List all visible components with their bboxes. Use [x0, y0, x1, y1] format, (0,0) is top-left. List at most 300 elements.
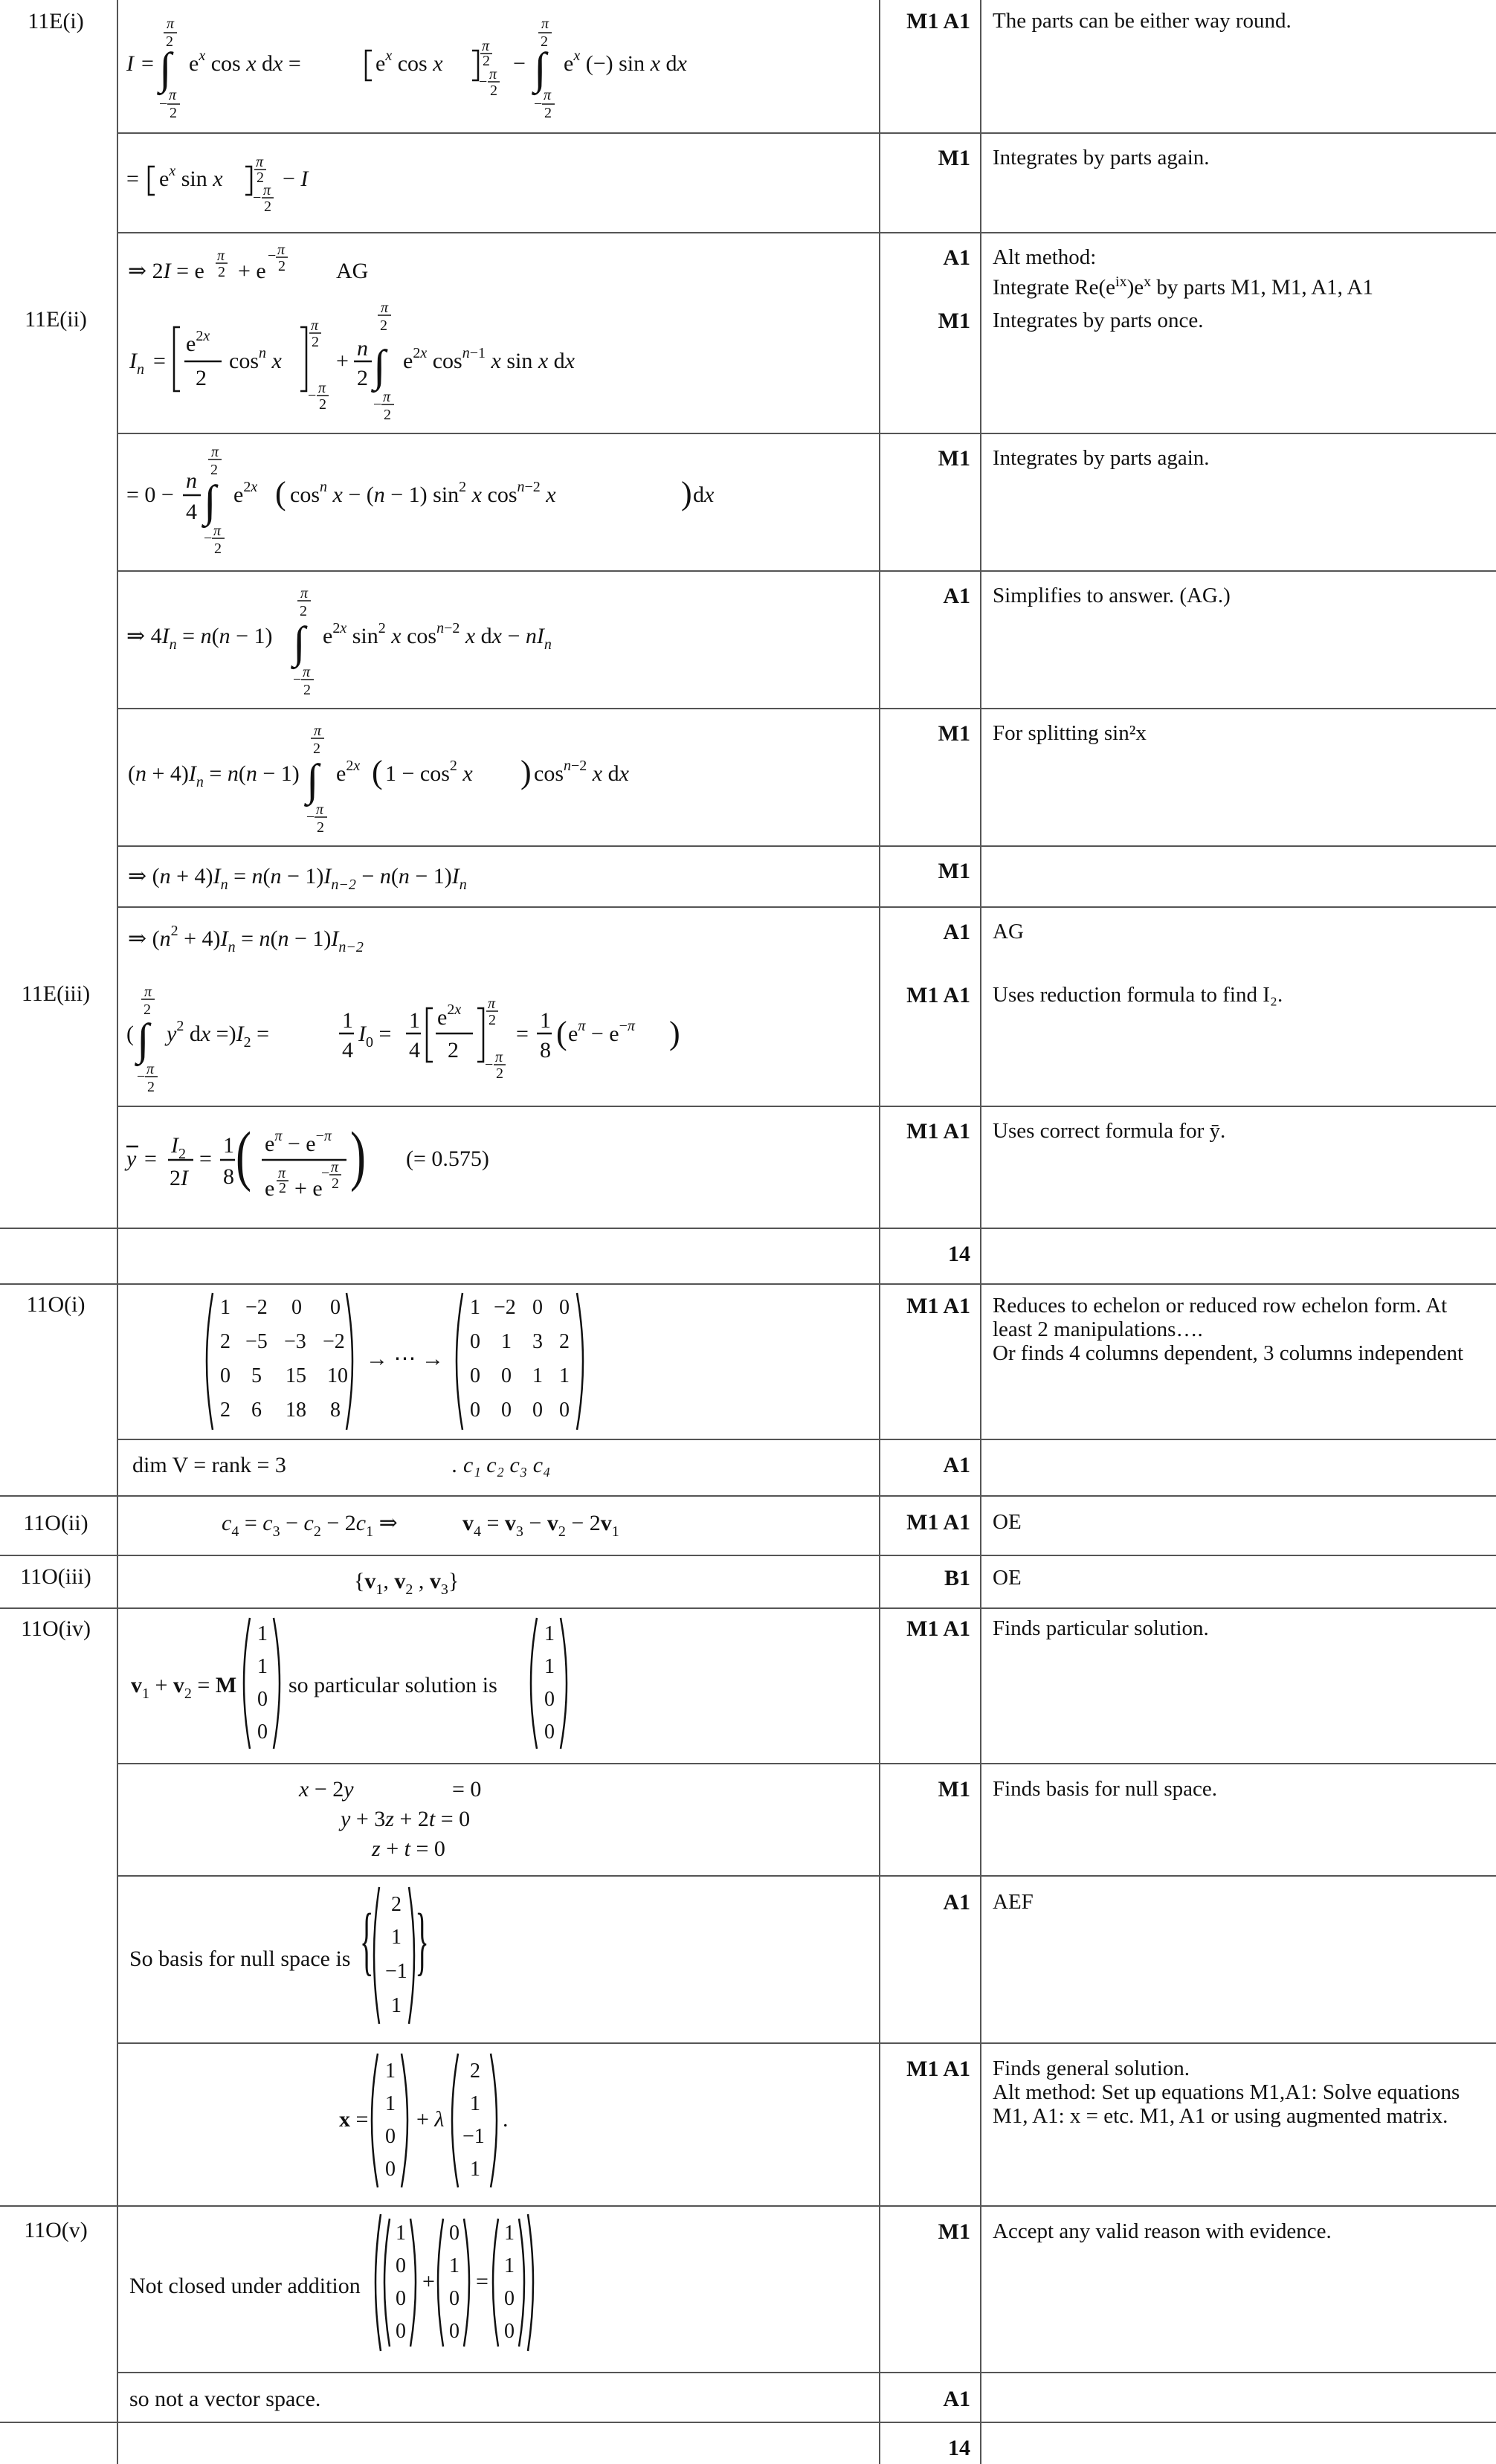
- svg-text:1: 1: [385, 2060, 396, 2083]
- svg-text:−3: −3: [284, 1330, 306, 1353]
- svg-text:1: 1: [544, 1655, 555, 1678]
- svg-text:−2: −2: [323, 1330, 345, 1353]
- svg-text:π: π: [211, 444, 219, 460]
- svg-text:(: (: [556, 1015, 567, 1051]
- svg-text:−: −: [306, 809, 315, 825]
- svg-text:so particular solution is: so particular solution is: [288, 1673, 497, 1697]
- svg-text:⇒ (n + 4)In = n(n − 1)In−2 − n: ⇒ $(n + 4)I_n = n(n - 1)I_{n-2} - n(n - 1)I_n$: [128, 864, 467, 893]
- column-divider-2: [879, 0, 880, 2464]
- svg-text:2: 2: [214, 541, 222, 557]
- svg-text:y: y: [126, 1146, 137, 1171]
- svg-text:=: =: [141, 51, 154, 76]
- row-divider: [117, 232, 1496, 233]
- svg-text:2: 2: [483, 53, 490, 69]
- svg-text:∫: ∫: [204, 477, 216, 526]
- row-divider: [0, 2422, 1496, 2423]
- svg-text:}: }: [415, 1897, 429, 1983]
- svg-text:0: 0: [257, 1720, 268, 1744]
- row-divider: [117, 570, 1496, 572]
- svg-text:2: 2: [166, 33, 173, 50]
- svg-text:π: π: [213, 523, 222, 539]
- comment: Finds particular solution.: [993, 1616, 1209, 1640]
- marks: A1: [943, 1890, 970, 1915]
- svg-text:−: −: [479, 74, 488, 90]
- null-space-label: So basis for null space is: [129, 1947, 351, 1971]
- svg-text:ex sin x: $e^x$ sin x: [159, 163, 223, 191]
- svg-text:c4 = c3 − c2 − 2c1 ⇒: $c_4 = c_3 - c_2 - 2c_1$ ⇒: [222, 1511, 398, 1540]
- svg-text:1: 1: [409, 1008, 420, 1033]
- marks: M1 A1: [906, 2057, 970, 2081]
- svg-text:2: 2: [279, 1180, 286, 1196]
- svg-text:ex cos x dx =: $e^x$ cos x dx =: [189, 48, 301, 76]
- svg-text:e2x: $e^{2x}$: [186, 328, 210, 356]
- basis-set: [354, 1557, 577, 1602]
- svg-text:0: 0: [544, 1688, 555, 1711]
- svg-text:π: π: [303, 664, 311, 680]
- svg-text:π: π: [217, 248, 225, 264]
- svg-text:π: π: [495, 1049, 503, 1065]
- svg-text:2: 2: [303, 682, 311, 698]
- equation-In-parts-twice: [126, 439, 870, 565]
- svg-text:2: 2: [332, 1175, 339, 1192]
- equation-integral-by-parts: [126, 7, 870, 126]
- svg-text:=: =: [126, 167, 139, 191]
- svg-text:π: π: [381, 300, 389, 316]
- comment: Finds general solution.: [993, 2057, 1190, 2080]
- equation-n-plus-4-In: [126, 717, 870, 844]
- svg-text:8: 8: [223, 1164, 234, 1189]
- svg-text:18: 18: [286, 1399, 306, 1422]
- svg-text:1: 1: [385, 2092, 396, 2115]
- svg-text:1: 1: [559, 1364, 570, 1387]
- comment: Uses reduction formula to find I₂.: [993, 983, 1283, 1007]
- svg-text:π: π: [300, 585, 309, 602]
- svg-text:1: 1: [532, 1364, 543, 1387]
- svg-text:8: 8: [330, 1399, 341, 1422]
- equation-2I-result: [126, 239, 647, 284]
- svg-text:−1: −1: [462, 2125, 485, 2148]
- svg-text:2: 2: [544, 105, 552, 121]
- question-label: 11O(iii): [20, 1564, 91, 1589]
- svg-text:2: 2: [210, 462, 218, 478]
- svg-text:−: −: [204, 530, 213, 546]
- svg-text:−: −: [321, 1165, 330, 1181]
- svg-text:∫: ∫: [534, 44, 547, 93]
- svg-text:0: 0: [532, 1296, 543, 1319]
- svg-text:0: 0: [470, 1330, 480, 1353]
- svg-text:2: 2: [448, 1038, 459, 1062]
- total-marks: 14: [948, 2436, 970, 2460]
- svg-text:8: 8: [540, 1038, 551, 1062]
- svg-text:In: $I_n$: [129, 349, 144, 378]
- svg-text:+ λ: + λ: [416, 2107, 445, 2132]
- svg-text:2: 2: [313, 741, 320, 757]
- svg-text:→ ⋯ →: → ⋯ →: [366, 1347, 444, 1371]
- comment: Finds basis for null space.: [993, 1777, 1218, 1801]
- comment: Integrates by parts once.: [993, 309, 1204, 332]
- svg-text:=: =: [199, 1146, 212, 1171]
- svg-text:cosn x − (n − 1) sin2 x cosn−2: $\cos^n x - (n - 1)$ $\sin^2 x$ $\cos^{n-2} x$: [290, 479, 556, 507]
- svg-text:e2x sin2 x cosn−2 x dx − nIn: $e^{2x}$ $\sin^2 x$ $\cos^{n-2} x$ dx − $nI_n$: [323, 620, 552, 653]
- marks: M1: [938, 2219, 970, 2244]
- svg-text:2: 2: [312, 334, 319, 350]
- row-reduction-matrices: [201, 1290, 647, 1433]
- svg-text:∫: ∫: [293, 618, 306, 667]
- closure-statement: Not closed under addition: [129, 2274, 361, 2298]
- svg-text:e2x: $e^{2x}$: [437, 1002, 462, 1030]
- svg-text:I: I: [126, 51, 134, 76]
- comment: OE: [993, 1510, 1022, 1534]
- svg-text:1: 1: [470, 1296, 480, 1319]
- equation-reduction-formula: [126, 916, 870, 961]
- svg-text:0: 0: [504, 2287, 515, 2310]
- question-label: 11E(i): [28, 9, 84, 33]
- svg-text:⇒ 2I = e: ⇒ 2I = e: [128, 259, 204, 283]
- row-divider: [117, 1439, 1496, 1440]
- svg-text:2: 2: [264, 199, 271, 215]
- equation-c4-dependency: [222, 1499, 742, 1544]
- svg-text:n: n: [357, 336, 368, 361]
- svg-text:1: 1: [257, 1622, 268, 1645]
- marks: A1: [943, 245, 970, 270]
- svg-text:−: −: [308, 387, 317, 404]
- question-label: 11O(i): [26, 1292, 86, 1317]
- svg-text:= 0 −: = 0 −: [126, 483, 174, 507]
- svg-text:−: −: [137, 1068, 146, 1085]
- svg-text:0: 0: [532, 1399, 543, 1422]
- row-divider: [117, 1763, 1496, 1764]
- marks: M1 A1: [906, 1510, 970, 1535]
- comment: Reduces to echelon or reduced row echelon form. At least 2 manipulations….: [993, 1294, 1448, 1341]
- equation-y-bar: [126, 1112, 870, 1224]
- general-solution: [339, 2049, 562, 2198]
- svg-text:π: π: [489, 66, 497, 83]
- svg-text:π: π: [541, 16, 549, 32]
- row-divider: [117, 1875, 1496, 1877]
- marks: M1: [938, 721, 970, 746]
- row-divider: [117, 1106, 1496, 1107]
- marks: A1: [943, 2387, 970, 2411]
- comment: AG: [993, 920, 1024, 944]
- svg-text:π: π: [314, 723, 322, 739]
- svg-text:∫: ∫: [137, 1015, 149, 1064]
- row-divider: [117, 2372, 1496, 2373]
- svg-text:0: 0: [396, 2320, 406, 2343]
- comment: Alt method:: [993, 245, 1097, 269]
- svg-text:): ): [681, 475, 692, 512]
- svg-text:−: −: [534, 96, 543, 112]
- svg-text:1: 1: [470, 2092, 480, 2115]
- svg-text:dx: dx: [693, 483, 715, 507]
- row-divider: [117, 132, 1496, 134]
- svg-text:1: 1: [391, 1926, 402, 1949]
- svg-text:π: π: [263, 182, 271, 199]
- svg-text:π: π: [277, 242, 286, 258]
- svg-text:e2x: $e^{2x}$: [336, 758, 361, 786]
- svg-text:0: 0: [396, 2254, 406, 2277]
- marks: M1 A1: [906, 983, 970, 1007]
- comment: The parts can be either way round.: [993, 9, 1292, 33]
- svg-text:−1: −1: [385, 1960, 407, 1983]
- svg-text:(: (: [126, 1022, 134, 1046]
- svg-text:I2: $I_2$: [171, 1133, 186, 1162]
- equation-4In: [126, 580, 870, 706]
- column-divider-3: [980, 0, 981, 2464]
- svg-text:+ e: + e: [294, 1176, 323, 1201]
- svg-text:(: (: [275, 475, 286, 512]
- equation-I2: [126, 981, 870, 1100]
- svg-text:2: 2: [559, 1330, 570, 1353]
- svg-text:1: 1: [504, 2222, 515, 2245]
- svg-text:1: 1: [223, 1133, 234, 1158]
- svg-text:n: n: [186, 468, 197, 493]
- row-divider: [0, 1555, 1496, 1556]
- svg-text:0: 0: [396, 2287, 406, 2310]
- marks: A1: [943, 920, 970, 944]
- svg-text:): ): [350, 1118, 366, 1193]
- svg-text:2: 2: [541, 33, 548, 50]
- marks: M1 A1: [906, 1616, 970, 1641]
- svg-text:π: π: [278, 1165, 286, 1181]
- svg-text:y + 3z + 2t = 0: y + 3z + 2t = 0: [341, 1807, 471, 1831]
- svg-text:1: 1: [501, 1330, 512, 1353]
- svg-text:(n + 4)In = n(n − 1): $(n + 4)I_n = n(n - 1)$: [128, 761, 300, 790]
- equation-In-parts-once: [126, 297, 870, 428]
- svg-text:(: (: [372, 754, 383, 790]
- svg-text:6: 6: [251, 1399, 262, 1422]
- marks: M1: [938, 309, 970, 333]
- not-vector-space-statement: so not a vector space.: [129, 2387, 321, 2411]
- svg-text:cosn−2 x dx: $\cos^{n-2} x$ dx: [534, 758, 629, 786]
- comment: Or finds 4 columns dependent, 3 columns independent: [993, 1341, 1464, 1365]
- marks: M1: [938, 859, 970, 883]
- svg-text:2: 2: [391, 1893, 402, 1916]
- comment: Uses correct formula for ȳ.: [993, 1119, 1226, 1143]
- svg-text:2: 2: [257, 170, 264, 186]
- svg-text:π: π: [544, 87, 552, 103]
- svg-text:e2x cosn−1 x sin x dx: $e^{2x}$ $\cos^{n-1} x$ sin x dx: [403, 345, 575, 373]
- svg-text:1: 1: [220, 1296, 230, 1319]
- svg-text:∫: ∫: [159, 44, 172, 93]
- null-space-equations: [297, 1771, 595, 1868]
- svg-text:−: −: [253, 190, 262, 206]
- svg-text:1: 1: [396, 2222, 406, 2245]
- svg-text:4: 4: [186, 500, 197, 524]
- svg-text:0: 0: [470, 1399, 480, 1422]
- svg-text:0: 0: [559, 1399, 570, 1422]
- svg-text:ex (−) sin x dx: $e^x$ (−) sin x dx: [564, 48, 687, 76]
- question-label: 11E(ii): [25, 307, 87, 332]
- svg-text:2: 2: [380, 317, 387, 334]
- comment: Accept any valid reason with evidence.: [993, 2219, 1332, 2243]
- svg-text:4: 4: [409, 1038, 420, 1062]
- row-divider: [0, 1228, 1496, 1229]
- svg-text:2: 2: [220, 1330, 230, 1353]
- svg-text:1: 1: [342, 1008, 353, 1033]
- marks: M1: [938, 146, 970, 170]
- svg-text:−5: −5: [245, 1330, 268, 1353]
- question-label: 11O(iv): [21, 1616, 91, 1641]
- svg-text:2: 2: [489, 1012, 496, 1028]
- marks: B1: [944, 1566, 970, 1590]
- svg-text:=: =: [144, 1146, 157, 1171]
- svg-text:−: −: [373, 396, 382, 413]
- svg-text:=: =: [476, 2269, 489, 2294]
- row-divider: [0, 1607, 1496, 1609]
- svg-text:{: {: [360, 1897, 374, 1983]
- svg-text:e: e: [265, 1176, 275, 1201]
- svg-text:+: +: [422, 2269, 435, 2294]
- svg-text:+ e: + e: [238, 259, 266, 283]
- svg-text:−: −: [293, 671, 302, 688]
- svg-text:π: π: [144, 984, 152, 1000]
- svg-text:π: π: [316, 802, 324, 818]
- marks: M1: [938, 446, 970, 471]
- svg-text:AG: AG: [336, 259, 369, 283]
- svg-text:1: 1: [540, 1008, 551, 1033]
- svg-text:v4 = v3 − v2 − 2v1: $v_4 = v_3 - v_2 - 2v_1$: [462, 1511, 619, 1540]
- marks: M1: [938, 1777, 970, 1802]
- svg-text:0: 0: [330, 1296, 341, 1319]
- particular-solution: [128, 1615, 574, 1756]
- equation-In-minus-2: [126, 854, 870, 898]
- svg-text:0: 0: [501, 1399, 512, 1422]
- svg-text:15: 15: [286, 1364, 306, 1387]
- svg-text:v1 + v2 = M: $v_1 + v_2 = M$: [131, 1673, 237, 1702]
- svg-text:π: π: [482, 38, 490, 54]
- row-divider: [0, 1283, 1496, 1285]
- svg-text:−: −: [268, 248, 277, 264]
- svg-text:2: 2: [496, 1065, 503, 1082]
- svg-text:2: 2: [278, 258, 286, 274]
- svg-text:): ): [669, 1015, 680, 1051]
- comment: Simplifies to answer. (AG.): [993, 584, 1231, 607]
- row-divider: [117, 845, 1496, 847]
- closure-counterexample: [370, 2211, 549, 2360]
- svg-text:π: π: [318, 380, 326, 396]
- svg-text:y2 dx =)I2 =: $y^2$ dx $=)I_2$ =: [167, 1018, 269, 1051]
- svg-text:=: =: [153, 349, 166, 373]
- comment: Integrate $Re(e^{ix})e^x$ by parts M1, M1, A1, A1: [993, 274, 1374, 300]
- svg-text:2: 2: [220, 1399, 230, 1422]
- svg-text:2: 2: [170, 105, 177, 121]
- svg-text:2: 2: [300, 603, 307, 619]
- svg-text:0: 0: [501, 1364, 512, 1387]
- svg-text:4: 4: [342, 1038, 353, 1062]
- svg-text:2: 2: [490, 83, 497, 99]
- svg-text:π: π: [311, 317, 319, 334]
- svg-text:2: 2: [147, 1079, 155, 1095]
- column-labels: . c₁ c₂ c₃ c₄: [452, 1453, 551, 1477]
- svg-text:π: π: [167, 16, 175, 32]
- svg-text:⇒ (n2 + 4)In = n(n − 1)In−2: ⇒ $(n^2 + 4)I_n = n(n - 1)I_{n-2}$: [128, 923, 364, 955]
- comment: OE: [993, 1566, 1022, 1590]
- comment: Integrates by parts again.: [993, 446, 1210, 470]
- question-label: 11O(ii): [23, 1511, 88, 1535]
- svg-text:2: 2: [218, 264, 225, 280]
- svg-text:2: 2: [357, 366, 368, 390]
- total-marks: 14: [948, 1242, 970, 1266]
- svg-text:⇒ 4In = n(n − 1): ⇒ $4I_n = n(n - 1)$: [126, 624, 273, 653]
- svg-text:0: 0: [385, 2158, 396, 2181]
- svg-text:= 0: = 0: [452, 1777, 482, 1802]
- svg-text:): ): [520, 754, 532, 790]
- question-label: 11O(v): [24, 2218, 88, 2242]
- svg-text:0: 0: [449, 2222, 460, 2245]
- comment: AEF: [993, 1890, 1034, 1914]
- svg-text:0: 0: [257, 1688, 268, 1711]
- svg-text:0: 0: [385, 2125, 396, 2148]
- comment: Alt method: Set up equations M1,A1: Solve equations M1, A1: x = etc. M1, A1 or using augmented matrix.: [993, 2080, 1460, 2128]
- svg-text:I0 =: $I_0$ =: [358, 1022, 392, 1051]
- svg-text:2I: 2I: [170, 1166, 188, 1190]
- svg-text:eπ − e−π: $e^\pi - e^{-\pi}$: [265, 1128, 332, 1156]
- column-divider-1: [117, 0, 118, 2464]
- svg-text:3: 3: [532, 1330, 543, 1353]
- marks: M1 A1: [906, 1119, 970, 1144]
- svg-text:+: +: [336, 349, 349, 373]
- svg-text:0: 0: [470, 1364, 480, 1387]
- svg-text:− I: − I: [283, 167, 309, 191]
- comment: Integrates by parts again.: [993, 146, 1210, 170]
- row-divider: [117, 2042, 1496, 2044]
- svg-text:1: 1: [257, 1655, 268, 1678]
- svg-text:0: 0: [291, 1296, 302, 1319]
- svg-text:1: 1: [449, 2254, 460, 2277]
- equation-parts-again: [126, 141, 573, 230]
- svg-text:2: 2: [196, 366, 207, 390]
- svg-text:−: −: [485, 1057, 494, 1073]
- svg-text:∫: ∫: [373, 341, 386, 390]
- svg-text:0: 0: [504, 2320, 515, 2343]
- svg-text:2: 2: [319, 396, 326, 413]
- svg-text:π: π: [146, 1061, 155, 1077]
- question-label: 11E(iii): [21, 981, 91, 1006]
- svg-text:0: 0: [559, 1296, 570, 1319]
- svg-text:(: (: [236, 1118, 251, 1193]
- svg-text:−2: −2: [245, 1296, 268, 1319]
- svg-text:2: 2: [144, 1002, 151, 1018]
- svg-text:eπ − e−π: $e^\pi - e^{-\pi}$: [568, 1018, 635, 1046]
- svg-text:1 − cos2 x: $1 - \cos^2 x$: [385, 758, 473, 786]
- marks: A1: [943, 584, 970, 608]
- svg-text:−: −: [513, 51, 526, 76]
- marks: M1 A1: [906, 1294, 970, 1318]
- svg-text:(= 0.575): (= 0.575): [406, 1146, 489, 1171]
- svg-text:=: =: [516, 1022, 529, 1046]
- svg-text:1: 1: [544, 1622, 555, 1645]
- svg-text:2: 2: [470, 2060, 480, 2083]
- marks: A1: [943, 1453, 970, 1477]
- row-divider: [117, 708, 1496, 709]
- svg-text:e2x: $e^{2x}$: [233, 479, 258, 507]
- row-divider: [117, 906, 1496, 908]
- svg-text:π: π: [256, 154, 264, 170]
- svg-text:2: 2: [317, 819, 324, 836]
- svg-text:ex cos x: $e^x$ cos x: [375, 48, 443, 76]
- svg-text:π: π: [331, 1159, 339, 1175]
- svg-text:cosn x: $\cos^n x$: [229, 345, 282, 373]
- svg-text:∫: ∫: [306, 755, 319, 804]
- svg-text:0: 0: [449, 2320, 460, 2343]
- null-space-basis-vector: [360, 1883, 449, 2031]
- svg-text:x − 2y: x − 2y: [299, 1777, 354, 1802]
- svg-text:{v1, v2 , v3}: {$v_1$, $v_2$ , $v_3$}: [354, 1569, 460, 1598]
- dimension-statement: dim V = rank = 3: [132, 1453, 286, 1477]
- svg-text:0: 0: [544, 1720, 555, 1744]
- svg-text:π: π: [383, 389, 391, 405]
- svg-text:x =: x =: [339, 2107, 369, 2132]
